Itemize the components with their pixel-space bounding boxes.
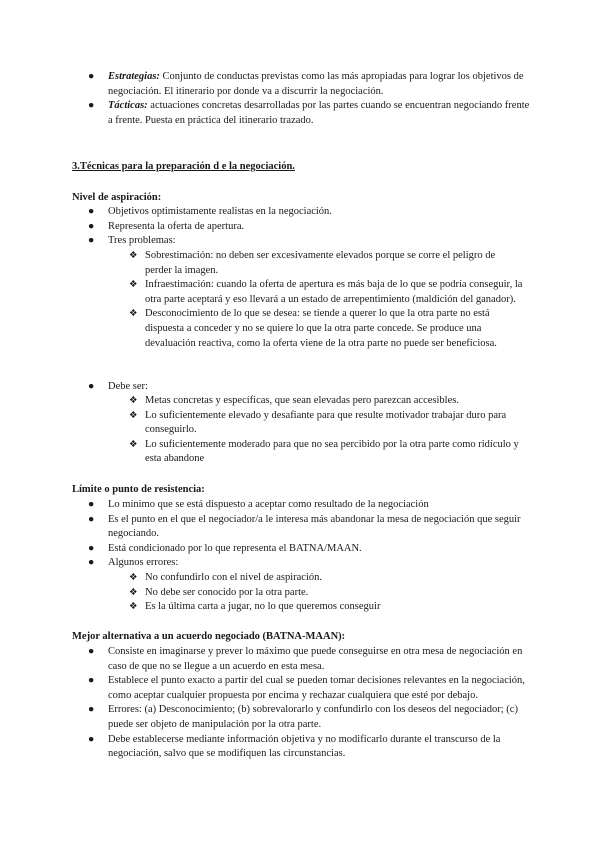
list-item-tacticas	[0, 99, 600, 128]
term-text: Conjunto de conductas previstas como las más apropiadas para lograr los objetivos de negociación. El itinerario por donde va a discurrir la negociación.	[108, 71, 524, 97]
batna-list	[0, 645, 600, 762]
bullet-icon: ●	[88, 206, 95, 217]
item-text: Es la última carta a jugar, no lo que queremos conseguir	[145, 601, 381, 613]
bullet-icon: ●	[88, 235, 95, 247]
diamond-bullet-icon: ❖	[129, 251, 138, 261]
item-text: Errores: (a) Desconocimiento; (b) sobrevalorarlo y confundirlo con los deseos del negociador; (c) puede ser objeto de manipulación por la otra parte.	[108, 704, 518, 730]
limite-list	[0, 498, 600, 571]
item-text: Lo suficientemente moderado para que no sea percibido por la otra parte como ridículo y esta abandone	[145, 438, 519, 465]
list-item	[0, 234, 600, 249]
item-text: Desconocimiento de lo que se desea: se tiende a querer lo que la otra parte no está dispuesta a conceder y no se quiere lo que la otra parte concede. Se produce una devaluación reactiva, como la oferta viene de la otra parte no puede ser beneficiosa.	[145, 308, 497, 349]
diamond-bullet-icon: ❖	[129, 280, 138, 291]
heading-batna: Mejor alternativa a un acuerdo negociado (BATNA-MAAN):	[72, 631, 346, 642]
item-text: Es el punto en el que el negociador/a le interesa más abandonar la mesa de negociación que seguir negociando.	[108, 513, 521, 540]
sub-list-item	[0, 249, 600, 278]
sub-list-item	[0, 307, 600, 351]
item-text: Sobrestimación: no deben ser excesivamente elevados porque se corre el peligro de perder la imagen.	[145, 250, 496, 276]
debe-sub-list	[0, 394, 600, 467]
list-item	[0, 205, 600, 220]
term-label: Estrategias:	[108, 71, 160, 82]
debe-list	[0, 380, 600, 395]
list-item	[0, 674, 600, 703]
list-item	[0, 380, 600, 395]
list-item	[0, 542, 600, 557]
diamond-bullet-icon: ❖	[129, 439, 138, 450]
diamond-bullet-icon: ❖	[129, 410, 138, 421]
item-text: No confundirlo con el nivel de aspiración.	[145, 572, 322, 583]
list-item	[0, 556, 600, 571]
sub-list-item	[0, 586, 600, 601]
section-title: 3.Técnicas para la preparación d e la negociación.	[72, 161, 295, 172]
sub-list-item	[0, 409, 600, 438]
diamond-bullet-icon: ❖	[129, 396, 138, 406]
sub-list-item	[0, 278, 600, 307]
sub-list-item	[0, 394, 600, 409]
list-item	[0, 220, 600, 235]
term-label: Tácticas:	[108, 100, 148, 112]
item-text: Lo suficientemente elevado y desafiante para que resulte motivador trabajar duro para conseguirlo.	[145, 409, 507, 436]
item-text: Algunos errores:	[108, 557, 179, 569]
item-text: Objetivos optimistamente realistas en la negociación.	[108, 206, 332, 217]
item-text: Tres problemas:	[108, 235, 176, 247]
item-text: Lo mínimo que se está dispuesto a aceptar como resultado de la negociación	[108, 499, 429, 510]
list-item	[0, 703, 600, 732]
bullet-icon: ●	[88, 220, 95, 232]
nivel-list	[0, 205, 600, 249]
item-text: Está condicionado por lo que representa el BATNA/MAAN.	[108, 542, 362, 554]
bullet-icon: ●	[88, 381, 95, 392]
bullet-icon: ●	[88, 513, 95, 525]
bullet-icon: ●	[88, 733, 95, 745]
sub-list-item	[0, 571, 600, 586]
list-item	[0, 513, 600, 542]
diamond-bullet-icon: ❖	[129, 602, 138, 613]
term-text: actuaciones concretas desarrolladas por las partes cuando se encuentran negociando frente a frente. Puesta en práctica del itinerario trazado.	[108, 100, 530, 126]
item-text: Debe establecerse mediante información objetiva y no modificarlo durante el transcurso de la negociación, salvo que se modifiquen las circunstancias.	[108, 733, 501, 760]
bullet-icon: ●	[88, 499, 95, 510]
item-text: Infraestimación: cuando la oferta de apertura es más baja de lo que se podría conseguir, la otra parte aceptará y eso llevará a un estado de arrepentimiento (maldición del ganador).	[145, 279, 523, 305]
bullet-icon: ●	[88, 675, 95, 687]
item-text: Representa la oferta de apertura.	[108, 220, 245, 232]
bullet-icon: ●	[88, 542, 95, 554]
list-item	[0, 733, 600, 762]
bullet-icon: ●	[88, 100, 95, 112]
diamond-bullet-icon: ❖	[129, 587, 138, 598]
item-text: Metas concretas y específicas, que sean elevadas pero parezcan accesibles.	[145, 395, 459, 406]
diamond-bullet-icon: ❖	[129, 573, 138, 583]
item-text: Consiste en imaginarse y prever lo máximo que puede conseguirse en otra mesa de negociación en caso de que no se llegue a un acuerdo en esta mesa.	[108, 646, 523, 672]
item-text: Establece el punto exacto a partir del cual se pueden tomar decisiones relevantes en la negociación, como aceptar cualquier propuesta por encima y rechazar cualquiera que esté por debajo.	[108, 675, 525, 701]
bullet-icon: ●	[88, 557, 95, 569]
item-text: No debe ser conocido por la otra parte.	[145, 586, 309, 598]
list-item	[0, 645, 600, 674]
bullet-icon: ●	[88, 71, 95, 82]
list-item	[0, 498, 600, 513]
sub-list-item	[0, 438, 600, 467]
heading-nivel-aspiracion: Nivel de aspiración:	[72, 192, 162, 203]
errores-list	[0, 571, 600, 615]
problems-list	[0, 249, 600, 351]
bullet-icon: ●	[88, 704, 95, 716]
bullet-icon: ●	[88, 646, 95, 657]
item-text: Debe ser:	[108, 381, 148, 392]
heading-limite: Límite o punto de resistencia:	[72, 484, 205, 495]
sub-list-item	[0, 600, 600, 615]
diamond-bullet-icon: ❖	[129, 309, 138, 320]
list-item-estrategias	[0, 70, 600, 99]
intro-list	[0, 70, 600, 128]
